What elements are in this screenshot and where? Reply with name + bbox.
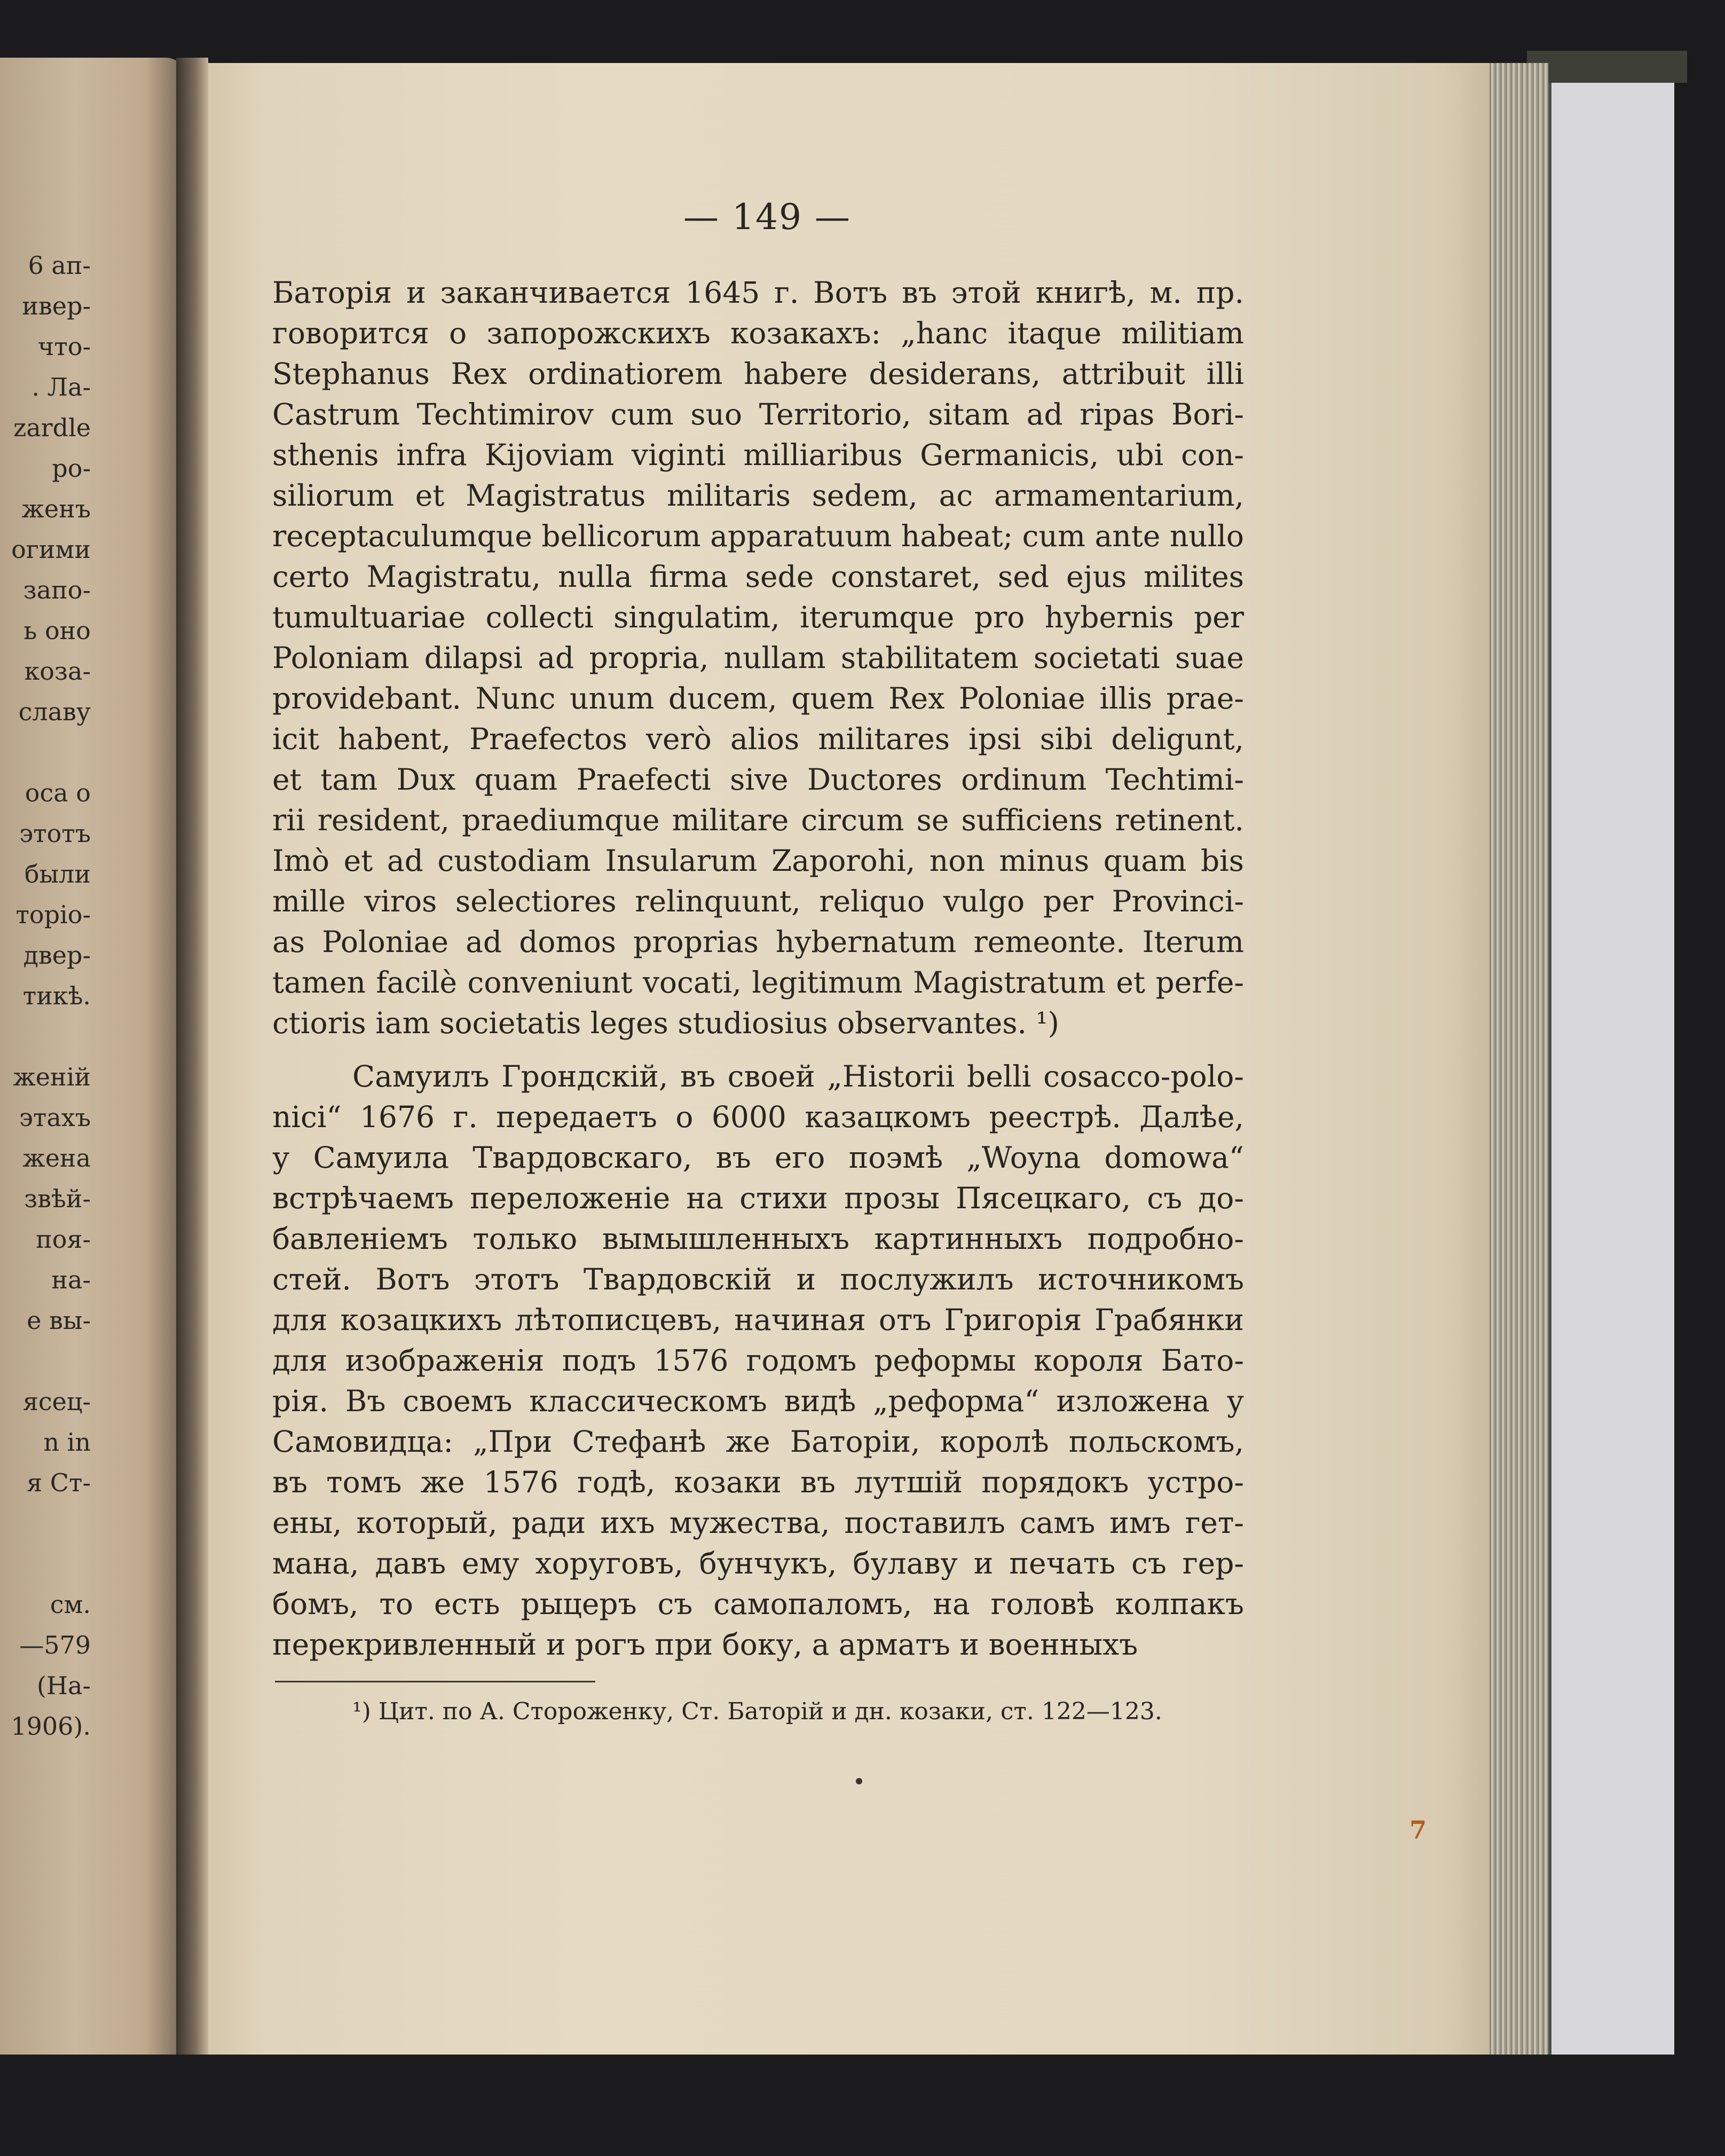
text-line: ctioris iam societatis leges studiosius observantes. ¹) — [272, 1006, 1060, 1040]
footnote-rule — [275, 1681, 595, 1682]
facing-page-fragment: ь оно — [23, 616, 91, 645]
facing-page — [0, 58, 187, 2055]
facing-page-fragment: n in — [43, 1428, 91, 1457]
text-line: Castrum Techtimirov cum suo Territorio, sitam ad ripas Bori- — [272, 397, 1244, 431]
text-line: ены, который, ради ихъ мужества, поставилъ самъ имъ гет- — [272, 1506, 1244, 1540]
text-line: Poloniam dilapsi ad propria, nullam stabilitatem societati suae — [272, 641, 1244, 675]
text-line: providebant. Nunc unum ducem, quem Rex Poloniae illis prae- — [272, 681, 1244, 715]
text-line: certo Magistratu, nulla firma sede constaret, sed ejus milites — [272, 560, 1244, 594]
text-line: mille viros selectiores relinquunt, reliquo vulgo per Provinci- — [272, 884, 1244, 918]
text-line: бомъ, то есть рыцеръ съ самопаломъ, на головѣ колпакъ — [272, 1587, 1244, 1621]
facing-page-fragment: ясец- — [22, 1387, 91, 1416]
facing-page-fragment: 1906). — [11, 1712, 91, 1741]
text-line: бавленіемъ только вымышленныхъ картинныхъ подробно- — [272, 1222, 1244, 1256]
text-line: Самуилъ Грондскій, въ своей „Historii belli cosacco-polo- — [352, 1059, 1244, 1093]
facing-page-fragment: на- — [51, 1265, 91, 1294]
margin-mark: 7 — [1409, 1815, 1427, 1844]
facing-page-fragment: славу — [18, 697, 91, 726]
text-line: рія. Въ своемъ классическомъ видѣ „реформа“ изложена у — [272, 1384, 1244, 1418]
facing-page-fragment: поя- — [36, 1225, 91, 1254]
facing-page-fragment: огими — [11, 535, 91, 564]
facing-page-fragment: оса о — [25, 778, 91, 807]
facing-page-fragment: этахъ — [19, 1103, 91, 1132]
facing-page-fragment: двер- — [23, 941, 91, 970]
paragraph-1 — [272, 272, 1244, 1043]
facing-page-fragment: —579 — [19, 1631, 91, 1659]
facing-page-fragment: ро- — [52, 454, 91, 483]
footnote: ¹) Цит. по А. Стороженку, Ст. Баторій и дн. козаки, ст. 122—123. — [352, 1698, 1162, 1725]
text-line: receptaculumque bellicorum apparatuum habeat; cum ante nullo — [272, 519, 1244, 553]
text-line: Самовидца: „При Стефанѣ же Баторіи, королѣ польскомъ, — [272, 1425, 1244, 1459]
facing-page-fragment: тикѣ. — [22, 981, 91, 1010]
text-line: rii resident, praediumque militare circum se sufficiens retinent. — [272, 803, 1244, 837]
facing-page-fragment: см. — [50, 1590, 91, 1619]
facing-page-fragment: жена — [22, 1144, 91, 1173]
facing-page-fragment: звѣй- — [24, 1184, 91, 1213]
page-number: — 149 — — [683, 196, 851, 238]
text-line: Баторія и заканчивается 1645 г. Вотъ въ этой книгѣ, м. пр. — [272, 276, 1244, 310]
text-line: tumultuariae collecti singulatim, iterumque pro hybernis per — [272, 600, 1244, 634]
body-text — [272, 272, 1244, 1665]
facing-page-fragment: ивер- — [22, 292, 91, 320]
book-gutter — [176, 58, 208, 2055]
text-line: въ томъ же 1576 годѣ, козаки въ лутшій порядокъ устро- — [272, 1465, 1244, 1499]
backboard — [1548, 83, 1674, 2085]
text-line: et tam Dux quam Praefecti sive Ductores ordinum Techtimi- — [272, 762, 1244, 797]
text-line: перекривленный и рогъ при боку, а арматъ и военныхъ — [272, 1627, 1138, 1662]
facing-page-fragment: этотъ — [19, 819, 91, 848]
facing-page-fragment: запо- — [23, 576, 91, 604]
background-bottom — [0, 2055, 1725, 2156]
facing-page-fragment: 6 ап- — [28, 251, 91, 280]
text-line: у Самуила Твардовскаго, въ его поэмѣ „Woyna domowa“ — [272, 1140, 1244, 1175]
ink-dot — [856, 1778, 862, 1784]
facing-page-fragment: я Ст- — [27, 1468, 91, 1497]
cover-edge — [1527, 51, 1687, 83]
facing-page-fragment: были — [24, 860, 91, 888]
text-line: sthenis infra Kijoviam viginti milliaribus Germanicis, ubi con- — [272, 438, 1244, 472]
text-line: встрѣчаемъ переложеніе на стихи прозы Пясецкаго, съ до- — [272, 1181, 1244, 1215]
text-line: для изображенія подъ 1576 годомъ реформы короля Бато- — [272, 1343, 1244, 1378]
text-line: icit habent, Praefectos verò alios militares ipsi sibi deligunt, — [272, 722, 1244, 756]
facing-page-fragment: женій — [13, 1063, 91, 1091]
facing-page-fragment: . Ла- — [31, 373, 91, 402]
paragraph-2 — [272, 1056, 1244, 1665]
facing-page-fragment: коза- — [24, 657, 91, 686]
text-line: nici“ 1676 г. передаетъ о 6000 казацкомъ реестрѣ. Далѣе, — [272, 1100, 1244, 1134]
text-line: стей. Вотъ этотъ Твардовскій и послужилъ источникомъ — [272, 1262, 1244, 1296]
page-edges — [1490, 63, 1548, 2092]
facing-page-fragment: (На- — [36, 1671, 91, 1700]
facing-page-fragment: женъ — [21, 494, 91, 523]
text-line: as Poloniae ad domos proprias hybernatum remeonte. Iterum — [272, 925, 1244, 959]
text-line: говорится о запорожскихъ козакахъ: „hanc itaque militiam — [272, 316, 1244, 350]
text-line: Imò et ad custodiam Insularum Zaporohi, non minus quam bis — [272, 844, 1244, 878]
text-line: мана, давъ ему хоруговъ, бунчукъ, булаву и печать съ гер- — [272, 1546, 1244, 1580]
facing-page-fragment: что- — [37, 332, 91, 361]
text-line: tamen facilè conveniunt vocati, legitimum Magistratum et perfe- — [272, 965, 1244, 1000]
facing-page-fragment: zardle — [13, 413, 91, 442]
facing-page-fragment: торіо- — [15, 900, 91, 929]
text-line: Stephanus Rex ordinatiorem habere desiderans, attribuit illi — [272, 357, 1244, 391]
facing-page-fragment: е вы- — [27, 1306, 91, 1335]
text-line: siliorum et Magistratus militaris sedem, ac armamentarium, — [272, 478, 1244, 513]
text-line: для козацкихъ лѣтописцевъ, начиная отъ Григорія Грабянки — [272, 1303, 1244, 1337]
